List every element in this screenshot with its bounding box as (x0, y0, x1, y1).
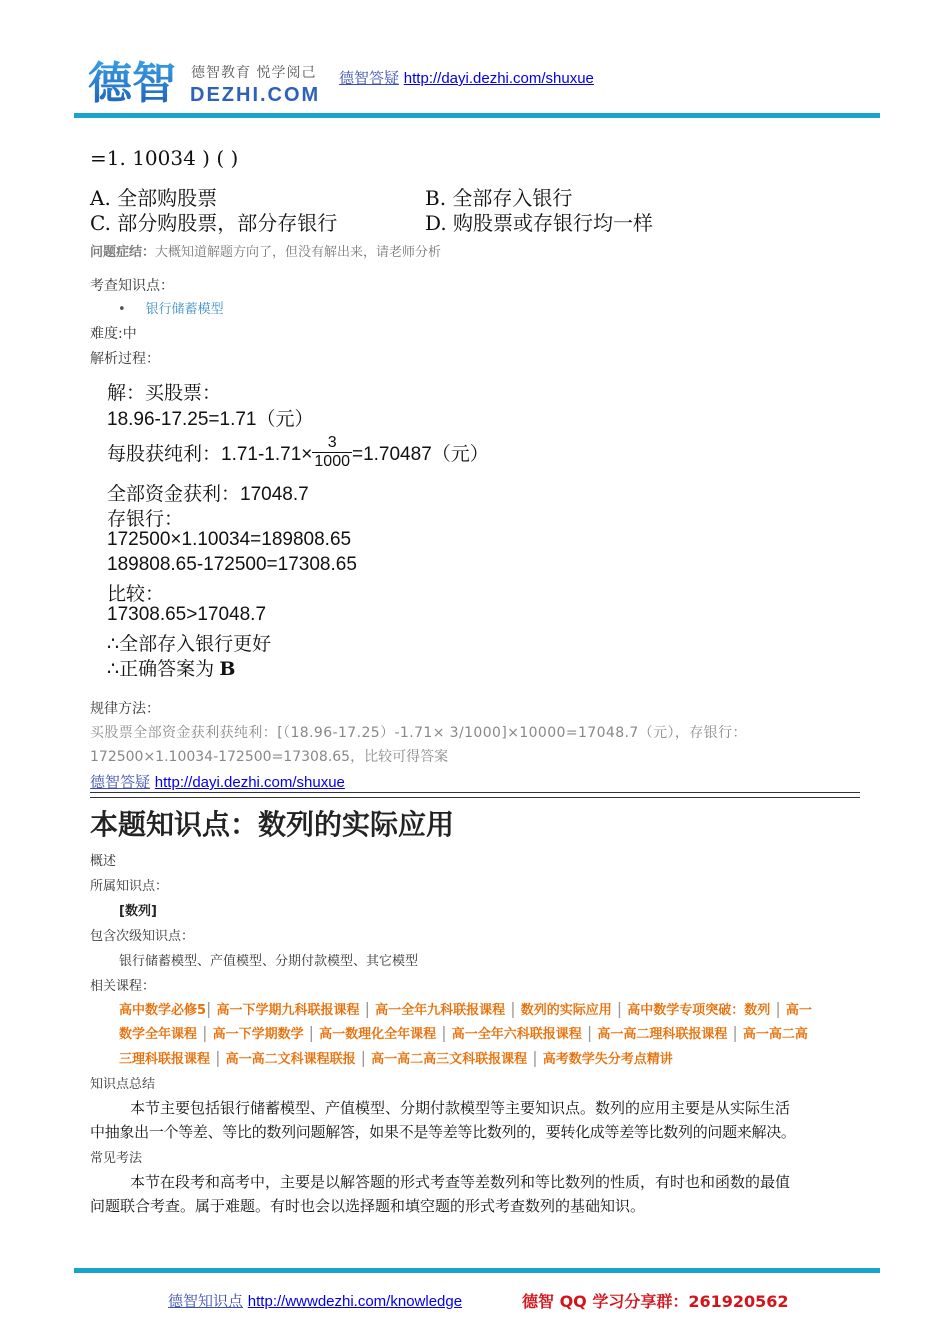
summary-line-2: 中抽象出一个等差、等比的数列问题解答，如果不是等差等比数列的，要转化成等差等比数列的问题来解决。 (90, 1123, 796, 1141)
includes-label: 包含次级知识点： (90, 929, 195, 944)
overview-label: 概述 (90, 854, 117, 869)
process-label: 解析过程： (90, 351, 160, 367)
course-link[interactable]: 高考数学失分考点精讲 (542, 1052, 673, 1067)
answer-letter: B (219, 658, 236, 680)
summary-line-1: 本节主要包括银行储蓄模型、产值模型、分期付款模型等主要知识点。数列的应用主要是从实际生活 (130, 1099, 791, 1117)
sol-line-5: 存银行： (107, 509, 184, 530)
courses-label: 相关课程： (90, 979, 156, 994)
course-link[interactable]: 数学全年课程 (119, 1027, 198, 1042)
fraction (312, 434, 352, 471)
course-link[interactable]: 高一下学期数学 (212, 1027, 304, 1042)
symptom-label: 问题症结： (90, 245, 156, 260)
courses-row-3: 三理科联报课程 | 高一高二文科课程联报 | 高一高二高三文科联报课程 | 高考数学失分考点精讲 (119, 1048, 673, 1067)
difficulty: 难度:中 (90, 326, 137, 342)
header-site-url[interactable]: http://dayi.dezhi.com/shuxue (403, 70, 594, 87)
includes-value: 银行储蓄模型、产值模型、分期付款模型、其它模型 (119, 954, 419, 969)
sol-line-11 (107, 654, 235, 681)
course-link[interactable]: 高一高二理科联报课程 (597, 1027, 728, 1042)
sol-line-6: 172500×1.10034=189808.65 (107, 529, 352, 550)
sol-line-3-pre: 每股获纯利：1.71-1.71× (107, 443, 313, 465)
section-divider (90, 792, 860, 798)
header-site-link[interactable] (339, 67, 594, 88)
course-link[interactable]: 高一数理化全年课程 (319, 1027, 437, 1042)
fraction-numerator: 3 (312, 434, 352, 453)
course-link[interactable]: 高中数学必修5 (119, 1003, 207, 1018)
exam-label: 常见考法 (90, 1151, 143, 1166)
fraction-denominator: 1000 (314, 452, 350, 470)
method-label: 规律方法： (90, 701, 160, 717)
method-site-name[interactable]: 德智答疑 (90, 773, 151, 791)
knowledge-item-link[interactable]: 银行储蓄模型 (145, 302, 224, 317)
option-d: D. 购股票或存银行均一样 (425, 211, 654, 235)
method-line-1: 买股票全部资金获利获纯利：[（18.96-17.25）-1.71× 3/1000]×10000=17048.7（元），存银行： (90, 725, 747, 741)
footer-qq-group (522, 1289, 789, 1312)
symptom-row (90, 241, 441, 260)
option-b: B. 全部存入银行 (425, 186, 573, 210)
course-link[interactable]: 高一下学期九科联报课程 (216, 1003, 360, 1018)
knowledge-bullet-item (118, 298, 224, 317)
option-a: A. 全部购股票 (90, 186, 218, 210)
footer-qq-number: 261920562 (688, 1292, 789, 1311)
courses-row-2: 数学全年课程 | 高一下学期数学 | 高一数理化全年课程 | 高一全年六科联报课程 | 高一高二理科联报课程 | 高一高二高 (119, 1023, 808, 1042)
sol-line-8: 比较： (107, 584, 165, 605)
belongs-value[interactable]: [数列] (119, 904, 157, 919)
courses-row-1: 高中数学必修5| 高一下学期九科联报课程 | 高一全年九科联报课程 | 数列的实际应用 | 高中数学专项突破：数列 | 高一 (119, 999, 812, 1018)
dezhi-logo-mark (88, 58, 184, 104)
logo-domain: DEZHI.COM (190, 84, 321, 106)
method-site-url[interactable]: http://dayi.dezhi.com/shuxue (154, 774, 345, 791)
logo-slogan: 德智教育 悦学阅己 (191, 65, 317, 81)
summary-label: 知识点总结 (90, 1077, 156, 1092)
sol-line-3-post: =1.70487（元） (351, 443, 489, 465)
footer-site-url[interactable]: http://wwwdezhi.com/knowledge (247, 1293, 463, 1310)
sol-line-7: 189808.65-172500=17308.65 (107, 554, 357, 575)
footer-site-link[interactable] (168, 1290, 462, 1311)
course-link[interactable]: 高中数学专项突破：数列 (627, 1003, 771, 1018)
belongs-label: 所属知识点： (90, 879, 169, 894)
course-link[interactable]: 三理科联报课程 (119, 1052, 211, 1067)
footer-qq-label: 德智 QQ 学习分享群： (522, 1292, 689, 1311)
course-link[interactable]: 高一高二文科课程联报 (225, 1052, 356, 1067)
header-site-name[interactable]: 德智答疑 (339, 69, 400, 87)
sol-line-10: ∴全部存入银行更好 (107, 634, 272, 655)
exam-line-1: 本节在段考和高考中，主要是以解答题的形式考查等差数列和等比数列的性质，有时也和函数的最值 (130, 1173, 791, 1191)
question-stem-tail: =1. 10034 ) ( ) (90, 146, 239, 170)
sol-line-3 (107, 431, 489, 473)
bullet-dot: • (118, 302, 126, 317)
method-line-2: 172500×1.10034-172500=17308.65，比较可得答案 (90, 749, 449, 765)
course-link[interactable]: 高一全年九科联报课程 (375, 1003, 506, 1018)
course-link[interactable]: 高一 (785, 1003, 812, 1018)
sol-line-4: 全部资金获利：17048.7 (107, 484, 309, 505)
knowledge-label: 考查知识点： (90, 278, 174, 294)
method-site-link[interactable] (90, 771, 345, 792)
course-link[interactable]: 数列的实际应用 (520, 1003, 612, 1018)
sol-line-2: 18.96-17.25=1.71（元） (107, 409, 314, 430)
option-c: C. 部分购股票，部分存银行 (90, 211, 338, 235)
sol-line-9: 17308.65>17048.7 (107, 604, 267, 625)
sol-line-11-pre: ∴正确答案为 (107, 659, 220, 680)
footer-rule (74, 1268, 880, 1273)
course-link[interactable]: 高一高二高三文科联报课程 (371, 1052, 528, 1067)
footer-site-name[interactable]: 德智知识点 (168, 1292, 244, 1310)
header-rule (74, 113, 880, 118)
exam-line-2: 问题联合考查。属于难题。有时也会以选择题和填空题的形式考查数列的基础知识。 (90, 1197, 646, 1215)
logo-big-text: 德智 (88, 58, 176, 104)
course-link[interactable]: 高一高二高 (742, 1027, 808, 1042)
kp-title: 本题知识点：数列的实际应用 (90, 808, 455, 841)
symptom-text: 大概知道解题方向了，但没有解出来，请老师分析 (155, 245, 442, 260)
sol-line-1: 解：买股票： (107, 383, 222, 404)
course-link[interactable]: 高一全年六科联报课程 (451, 1027, 582, 1042)
